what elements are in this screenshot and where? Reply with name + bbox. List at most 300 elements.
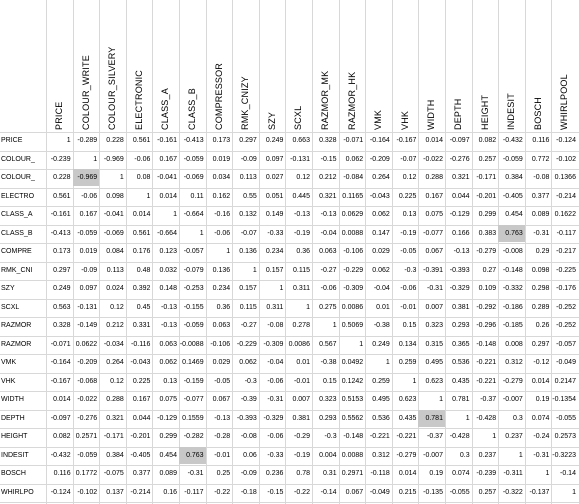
matrix-cell: -0.084 [343, 174, 364, 181]
matrix-cell: -0.129 [157, 414, 177, 422]
matrix-cell: -0.38 [320, 359, 337, 366]
matrix-cell: -0.137 [529, 488, 550, 496]
matrix-cell: -0.022 [77, 396, 98, 403]
matrix-cell: -0.393 [449, 266, 470, 274]
matrix-cell: 1 [146, 192, 151, 200]
matrix-cell: -0.217 [556, 248, 576, 255]
column-header: VHK [399, 110, 410, 130]
matrix-cell: -0.39 [240, 396, 257, 403]
matrix-cell: -0.296 [476, 322, 497, 329]
column-header: RMK_CNIZY [240, 76, 251, 130]
matrix-cell: 0.228 [53, 174, 71, 181]
row-label: RAZMOR [1, 322, 32, 329]
matrix-cell: -0.201 [130, 433, 151, 440]
matrix-cell: -0.27 [320, 266, 337, 274]
matrix-cell: -0.161 [50, 211, 71, 218]
matrix-cell: 0.27 [482, 266, 497, 274]
matrix-cell: 0.062 [372, 266, 390, 274]
matrix-cell: 0.13 [402, 211, 417, 218]
matrix-cell: 0.15 [402, 322, 417, 329]
matrix-cell: -0.14 [560, 470, 576, 477]
matrix-cell: -0.131 [77, 303, 98, 311]
matrix-cell: 0.004 [319, 451, 337, 459]
matrix-cell: 0.763 [179, 447, 206, 464]
matrix-cell: 0.225 [398, 192, 417, 200]
matrix-cell: -0.332 [502, 285, 523, 292]
matrix-cell: -0.309 [263, 340, 284, 348]
matrix-cell: -0.148 [343, 433, 364, 440]
matrix-cell: -0.252 [556, 322, 576, 329]
matrix-cell: -0.37 [480, 396, 497, 403]
matrix-cell: 1 [572, 488, 576, 496]
matrix-cell: 0.365 [452, 340, 470, 348]
matrix-cell: 0.044 [452, 192, 470, 200]
matrix-cell: 0.328 [319, 137, 337, 144]
matrix-cell: -0.06 [267, 377, 284, 385]
matrix-cell: 0.536 [452, 359, 470, 366]
matrix-cell: 0.328 [53, 322, 71, 329]
matrix-cell: 0.097 [265, 155, 284, 163]
matrix-cell: 0.176 [132, 248, 151, 255]
matrix-cell: 0.109 [478, 285, 497, 292]
matrix-cell: 0.763 [498, 225, 525, 242]
matrix-cell: 0.381 [292, 414, 310, 422]
matrix-cell: -0.041 [103, 211, 124, 218]
matrix-cell: 0.162 [212, 192, 231, 200]
matrix-cell: 0.007 [425, 303, 443, 311]
matrix-cell: 0.2971 [341, 470, 364, 477]
matrix-cell: 1 [93, 155, 98, 163]
matrix-cell: -0.102 [556, 155, 576, 163]
matrix-cell: -0.391 [423, 266, 443, 274]
matrix-cell: -0.09 [240, 155, 257, 163]
matrix-cell: -0.069 [103, 229, 124, 237]
matrix-cell: 0.293 [319, 414, 337, 422]
matrix-cell: 0.1366 [554, 174, 576, 181]
matrix-cell: -0.13 [294, 211, 310, 218]
matrix-cell: 0.166 [452, 229, 470, 237]
matrix-cell: -0.04 [320, 229, 337, 237]
matrix-cell: -0.148 [476, 340, 497, 348]
matrix-cell: 0.31 [322, 470, 337, 477]
matrix-cell: 0.2571 [75, 433, 98, 440]
matrix-cell: 0.098 [106, 192, 124, 200]
matrix-cell: -0.3 [404, 266, 417, 274]
matrix-cell: 0.167 [79, 211, 98, 218]
matrix-cell: -0.31 [187, 470, 204, 477]
matrix-cell: 0.249 [265, 137, 284, 144]
row-label: VMK [1, 359, 17, 366]
matrix-cell: 0.062 [239, 359, 257, 366]
matrix-cell: -0.106 [343, 248, 364, 255]
column-header: HEIGHT [479, 94, 490, 130]
matrix-cell: -0.38 [373, 322, 390, 329]
matrix-cell: 0.278 [292, 322, 310, 329]
matrix-cell: 0.08 [136, 174, 151, 181]
matrix-cell: 0.051 [265, 192, 284, 200]
matrix-cell: -0.06 [81, 192, 98, 200]
matrix-cell: -0.405 [130, 451, 151, 459]
matrix-cell: 0.15 [322, 377, 337, 385]
matrix-cell: -0.186 [502, 303, 523, 311]
column-header: DEPTH [453, 98, 463, 130]
matrix-cell: -0.069 [183, 174, 204, 181]
matrix-cell: -0.059 [183, 155, 204, 163]
matrix-cell: 0.3 [513, 414, 523, 422]
matrix-cell: -0.329 [263, 414, 284, 422]
matrix-cell: 0.275 [319, 303, 337, 311]
matrix-cell: -0.06 [320, 285, 337, 292]
matrix-cell: 0.0622 [75, 340, 98, 348]
matrix-cell: 0.063 [319, 248, 337, 255]
row-label: RMK_CNI [1, 266, 33, 274]
matrix-cell: -0.01 [214, 451, 231, 459]
matrix-cell: -0.664 [157, 229, 177, 237]
matrix-cell: -0.04 [373, 285, 390, 292]
matrix-cell: 0.315 [425, 340, 443, 348]
matrix-cell: 1 [359, 340, 364, 348]
matrix-cell: -0.13 [320, 211, 337, 218]
matrix-cell: 1 [306, 303, 310, 311]
matrix-cell: -0.253 [183, 285, 204, 292]
matrix-cell: -0.06 [267, 433, 284, 440]
column-header: COLOUR_SILVERY [107, 46, 118, 130]
matrix-cell: 0.495 [372, 396, 390, 403]
matrix-cell: 1 [518, 451, 523, 459]
column-header: WHIRLPOOL [559, 74, 570, 130]
matrix-cell: -0.13 [161, 322, 177, 329]
matrix-cell: -0.37 [427, 433, 443, 440]
matrix-cell: 0.062 [372, 211, 390, 218]
matrix-cell: -0.159 [183, 377, 204, 385]
matrix-cell: 0.098 [531, 266, 550, 274]
matrix-cell: 0.014 [53, 396, 71, 403]
matrix-cell: 0.36 [296, 248, 310, 255]
matrix-cell: -0.022 [423, 155, 443, 163]
matrix-cell: 0.321 [319, 192, 337, 200]
row-label: COMPRE [1, 248, 32, 255]
matrix-cell: 0.014 [159, 192, 177, 200]
matrix-cell: -0.229 [236, 340, 257, 348]
matrix-cell: -0.097 [50, 414, 71, 422]
matrix-cell: -0.049 [369, 488, 390, 496]
matrix-cell: -0.007 [423, 451, 443, 459]
row-label: PRICE [1, 137, 23, 144]
matrix-cell: 0.034 [212, 174, 231, 181]
matrix-cell: -0.08 [240, 433, 257, 440]
matrix-cell: 0.259 [372, 377, 390, 385]
matrix-cell: -0.413 [50, 229, 71, 237]
matrix-cell: -0.05 [214, 377, 231, 385]
matrix-cell: 0.116 [53, 470, 71, 477]
matrix-cell: -0.27 [240, 322, 257, 329]
matrix-cell: -0.077 [183, 396, 204, 403]
matrix-cell: 0.019 [212, 155, 231, 163]
matrix-cell: 0.089 [531, 211, 550, 218]
matrix-cell: -0.13 [453, 248, 470, 255]
row-label: HEIGHT [1, 433, 28, 440]
matrix-cell: 0.115 [239, 303, 257, 311]
matrix-cell: 0.116 [532, 137, 550, 144]
matrix-cell: 0.113 [239, 174, 257, 181]
matrix-cell: 0.297 [239, 137, 257, 144]
matrix-cell: -0.176 [556, 285, 576, 292]
matrix-cell: -0.055 [449, 488, 470, 496]
matrix-cell: 0.311 [266, 303, 284, 311]
matrix-cell: 0.384 [505, 174, 523, 181]
matrix-cell: -0.068 [77, 377, 98, 385]
matrix-cell: 1 [252, 266, 257, 274]
matrix-cell: 0.3 [459, 451, 470, 459]
matrix-cell: -0.428 [449, 433, 470, 440]
matrix-cell: -0.214 [556, 192, 576, 200]
matrix-cell: -0.31 [427, 285, 443, 292]
matrix-cell: -0.13 [161, 303, 177, 311]
matrix-cell: -0.167 [396, 137, 417, 144]
matrix-cell: 0.257 [478, 155, 497, 163]
column-header: INDESIT [506, 93, 517, 130]
column-header: SCXL [293, 105, 304, 130]
matrix-cell: 0.014 [531, 377, 550, 385]
matrix-cell: 0.259 [398, 359, 417, 366]
matrix-cell: 0.062 [345, 155, 364, 163]
matrix-cell: -0.201 [476, 192, 497, 200]
matrix-cell: 0.26 [535, 322, 550, 329]
matrix-cell: -0.1354 [552, 396, 576, 403]
column-header: BOSCH [532, 96, 543, 130]
matrix-cell: -0.33 [267, 229, 284, 237]
matrix-cell: -0.31 [533, 451, 550, 459]
matrix-cell: -0.008 [502, 248, 523, 255]
row-label: SCXL [1, 303, 20, 311]
matrix-cell: 0.377 [132, 470, 151, 477]
matrix-cell: -0.079 [183, 266, 204, 274]
matrix-cell: -0.15 [320, 155, 337, 163]
matrix-cell: 0.0086 [288, 340, 310, 348]
column-header: RAZMOR_HK [346, 71, 357, 130]
column-header: CLASS_B [187, 88, 197, 130]
matrix-cell: -0.322 [502, 488, 523, 496]
matrix-cell: 0.029 [372, 248, 390, 255]
matrix-cell: -0.18 [240, 488, 257, 496]
matrix-cell: 0.312 [372, 451, 390, 459]
matrix-cell: -0.124 [556, 137, 576, 144]
matrix-cell: -0.282 [183, 433, 204, 440]
matrix-cell: 0.321 [106, 414, 124, 422]
matrix-cell: 0.082 [53, 433, 71, 440]
matrix-cell: -0.08 [267, 322, 284, 329]
matrix-cell: 0.2573 [554, 433, 576, 440]
matrix-cell: -0.33 [267, 451, 284, 459]
matrix-cell: 1 [492, 433, 497, 440]
matrix-cell: 0.067 [345, 488, 364, 496]
matrix-cell: -0.311 [503, 470, 523, 477]
column-header: PRICE [54, 101, 64, 130]
column-header: VMK [373, 109, 384, 130]
matrix-cell: -0.19 [294, 229, 310, 237]
matrix-cell: 0.063 [212, 322, 231, 329]
matrix-cell: 1 [226, 248, 231, 255]
matrix-cell: -0.055 [556, 414, 576, 422]
matrix-cell: 0.25 [216, 470, 231, 477]
matrix-cell: -0.09 [240, 470, 257, 477]
matrix-cell: 0.007 [292, 396, 310, 403]
matrix-cell: -0.393 [236, 414, 257, 422]
matrix-cell: 0.454 [505, 211, 523, 218]
matrix-cell: 0.089 [159, 470, 177, 477]
matrix-cell: -0.106 [210, 340, 231, 348]
matrix-cell: 0.167 [425, 192, 443, 200]
matrix-cell: -0.0088 [179, 340, 204, 348]
matrix-cell: -0.12 [533, 359, 550, 366]
matrix-cell: 0.067 [425, 248, 443, 255]
matrix-cell: -0.405 [502, 192, 523, 200]
matrix-cell: 0.1165 [342, 192, 364, 200]
matrix-cell: 0.014 [132, 211, 151, 218]
matrix-cell: 0.312 [505, 359, 523, 366]
matrix-cell: 0.115 [292, 266, 310, 274]
matrix-cell: -0.16 [214, 211, 231, 218]
matrix-cell: -0.279 [476, 248, 497, 255]
row-label: RAZMOR [1, 340, 32, 348]
matrix-cell: 0.0629 [341, 211, 364, 218]
matrix-cell: 0.084 [106, 248, 124, 255]
matrix-cell: -0.097 [449, 137, 470, 144]
matrix-cell: 0.157 [239, 285, 257, 292]
matrix-cell: -0.3 [324, 433, 337, 440]
row-label: CLASS_A [1, 211, 33, 218]
row-label: CLASS_B [1, 229, 33, 237]
matrix-cell: 0.293 [452, 322, 470, 329]
matrix-cell: 0.264 [106, 359, 124, 366]
matrix-cell: 0.299 [478, 211, 497, 218]
matrix-cell: 0.234 [265, 248, 284, 255]
matrix-cell: -0.239 [476, 470, 497, 477]
matrix-cell: -0.214 [130, 488, 151, 496]
matrix-cell: -0.29 [294, 433, 310, 440]
matrix-cell: 0.228 [106, 137, 124, 144]
matrix-cell: 0.01 [296, 359, 310, 366]
matrix-cell: 0.134 [398, 340, 417, 348]
matrix-cell: 0.561 [132, 137, 151, 144]
matrix-cell: 0.311 [292, 285, 310, 292]
matrix-cell: -0.209 [369, 155, 390, 163]
matrix-cell: -0.117 [556, 229, 576, 237]
matrix-cell: -0.077 [423, 229, 443, 237]
matrix-cell: 0.5069 [341, 322, 364, 329]
matrix-cell: -0.329 [449, 285, 470, 292]
matrix-cell: 0.237 [478, 451, 497, 459]
matrix-cell: 0.212 [319, 174, 337, 181]
matrix-cell: 0.29 [535, 248, 550, 255]
matrix-cell: 0.289 [531, 303, 550, 311]
matrix-cell: -0.05 [400, 248, 417, 255]
matrix-cell: 0.237 [505, 433, 523, 440]
matrix-cell: 0.137 [106, 488, 124, 496]
matrix-cell: -0.071 [343, 137, 364, 144]
matrix-cell: -0.034 [103, 340, 124, 348]
matrix-cell: 0.495 [425, 359, 443, 366]
matrix-cell: 0.027 [265, 174, 284, 181]
matrix-cell: -0.276 [449, 155, 470, 163]
matrix-cell: 0.215 [398, 488, 417, 496]
matrix-cell: 0.298 [531, 285, 550, 292]
matrix-cell: -0.129 [449, 211, 470, 218]
matrix-cell: 0.075 [159, 396, 177, 403]
matrix-cell: 0.167 [159, 155, 177, 163]
matrix-cell: 0.323 [425, 322, 443, 329]
row-label: ELECTRO [1, 192, 35, 200]
matrix-cell: -0.161 [157, 137, 177, 144]
matrix-cell: 0.234 [212, 285, 231, 292]
matrix-cell: -0.041 [157, 174, 177, 181]
matrix-cell: 0.136 [239, 248, 257, 255]
row-label: WHIRLPO [1, 488, 34, 496]
matrix-cell: -0.432 [502, 137, 523, 144]
matrix-cell: 0.623 [398, 396, 417, 403]
matrix-cell: 0.48 [136, 266, 151, 274]
matrix-cell: -0.221 [369, 433, 390, 440]
matrix-cell: -0.075 [103, 470, 124, 477]
row-label: COLOUR_ [1, 174, 35, 181]
matrix-cell: 0.097 [79, 285, 98, 292]
matrix-cell: -0.124 [50, 488, 71, 496]
matrix-cell: 0.36 [216, 303, 231, 311]
matrix-cell: 0.136 [212, 266, 231, 274]
matrix-cell: -0.14 [320, 488, 337, 496]
matrix-cell: 0.563 [53, 303, 71, 311]
matrix-cell: 0.381 [452, 303, 470, 311]
matrix-cell: -0.31 [267, 396, 284, 403]
matrix-cell: 1 [279, 285, 284, 292]
matrix-cell: -0.22 [214, 488, 231, 496]
matrix-cell: 0.435 [452, 377, 470, 385]
matrix-cell: -0.171 [103, 433, 124, 440]
matrix-cell: -0.007 [502, 396, 523, 403]
matrix-cell: 0.1242 [341, 377, 364, 385]
matrix-cell: 0.167 [132, 396, 151, 403]
matrix-cell: -0.059 [77, 229, 98, 237]
matrix-cell: 0.288 [425, 174, 443, 181]
matrix-cell: -0.969 [73, 169, 100, 186]
matrix-cell: 0.12 [110, 303, 124, 311]
matrix-cell: 0.01 [376, 303, 390, 311]
matrix-cell: -0.3 [244, 377, 257, 385]
matrix-cell: 0.113 [106, 266, 124, 274]
matrix-cell: 0.536 [372, 414, 390, 422]
matrix-cell: 0.236 [265, 470, 284, 477]
matrix-cell: -0.149 [77, 322, 98, 329]
column-header: SZY [266, 111, 277, 130]
matrix-cell: -0.22 [294, 488, 310, 496]
matrix-cell: -0.221 [476, 359, 497, 366]
matrix-cell: 0.623 [425, 377, 443, 385]
matrix-cell: -0.279 [396, 451, 417, 459]
column-header: COMPRESSOR [213, 62, 224, 130]
matrix-cell: 0.323 [319, 396, 337, 403]
matrix-cell: 0.074 [452, 470, 470, 477]
matrix-cell: 0.13 [163, 377, 177, 385]
matrix-cell: 0.445 [292, 192, 310, 200]
matrix-cell: -0.276 [77, 414, 98, 422]
matrix-cell: 0.663 [292, 137, 310, 144]
matrix-cell: -0.292 [476, 303, 497, 311]
matrix-cell: 0.19 [429, 470, 443, 477]
column-header: CLASS_A [160, 88, 171, 130]
matrix-cell: -0.07 [400, 155, 417, 163]
matrix-cell: 1 [412, 377, 417, 385]
matrix-cell: 0.173 [212, 137, 231, 144]
